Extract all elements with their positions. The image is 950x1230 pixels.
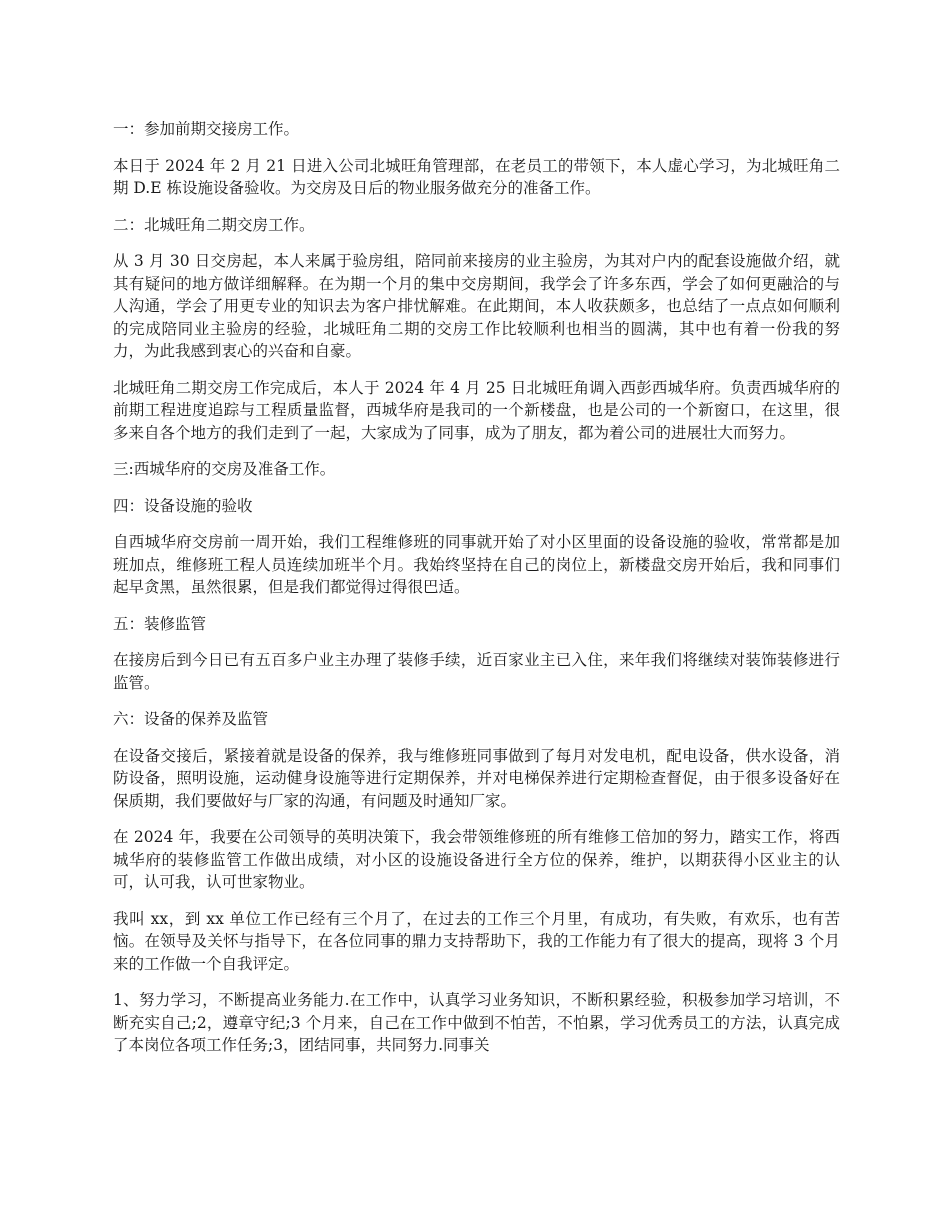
paragraph-3: 北城旺角二期交房工作完成后，本人于 2024 年 4 月 25 日北城旺角调入西彭西城华府。负责西城华府的前期工程进度追踪与工程质量监督，西城华府是我司的一个新楼盘，也是公司的一个新窗口，在这里，很多来自各个地方的我们走到了一起，大家成为了同事，成为了朋友，都为着公司的进展壮大而努力。	[113, 378, 840, 442]
section-heading-5: 五：装修监管	[113, 614, 207, 633]
paragraph-6: 在设备交接后，紧接着就是设备的保养，我与维修班同事做到了每月对发电机，配电设备，供水设备，消防设备，照明设施，运动健身设施等进行定期保养，并对电梯保养进行定期检查督促，由于很多设备好在保质期，我们要做好与厂家的沟通，有问题及时通知厂家。	[113, 746, 840, 810]
paragraph-7: 在 2024 年，我要在公司领导的英明决策下，我会带领维修班的所有维修工倍加的努力，踏实工作，将西城华府的装修监管工作做出成绩，对小区的设施设备进行全方位的保养，维护，以期获得小区业主的认可，认可我，认可世家物业。	[113, 828, 840, 891]
section-heading-6: 六：设备的保养及监管	[113, 710, 269, 728]
paragraph-9: 1、努力学习，不断提高业务能力.在工作中，认真学习业务知识，不断积累经验，积极参加学习培训，不断充实自己;2，遵章守纪;3 个月来，自己在工作中做到不怕苦，不怕累，学习优秀员工的方法，认真完成了本岗位各项工作任务;3，团结同事，共同努力.同事关	[113, 991, 840, 1054]
section-heading-3: 三:西城华府的交房及准备工作。	[113, 460, 336, 478]
paragraph-5: 在接房后到今日已有五百多户业主办理了装修手续，近百家业主已入住，来年我们将继续对装饰装修进行监管。	[113, 651, 840, 692]
section-heading-4: 四：设备设施的验收	[113, 496, 253, 515]
section-heading-1: 一：参加前期交接房工作。	[113, 120, 300, 138]
paragraph-4: 自西城华府交房前一周开始，我们工程维修班的同事就开始了对小区里面的设备设施的验收，常常都是加班加点，维修班工程人员连续加班半个月。我始终坚持在自己的岗位上，新楼盘交房开始后，我和同事们起早贪黑，虽然很累，但是我们都觉得过得很巴适。	[113, 533, 840, 596]
paragraph-2: 从 3 月 30 日交房起，本人来属于验房组，陪同前来接房的业主验房，为其对户内的配套设施做介绍，就其有疑问的地方做详细解释。在为期一个月的集中交房期间，我学会了许多东西，学会了如何更融洽的与人沟通，学会了用更专业的知识去为客户排忧解难。在此期间，本人收获颇多，也总结了一点点如何顺利的完成陪同业主验房的经验，北城旺角二期的交房工作比较顺利也相当的圆满，其中也有着一份我的努力，为此我感到衷心的兴奋和自豪。	[113, 252, 840, 360]
paragraph-8: 我叫 xx，到 xx 单位工作已经有三个月了，在过去的工作三个月里，有成功，有失败，有欢乐，也有苦恼。在领导及关怀与指导下，在各位同事的鼎力支持帮助下，我的工作能力有了很大的提高，现将 3 个月来的工作做一个自我评定。	[113, 909, 840, 973]
document-body	[113, 118, 840, 1071]
paragraph-1: 本日于 2024 年 2 月 21 日进入公司北城旺角管理部，在老员工的带领下，本人虚心学习，为北城旺角二期 D.E 栋设施设备验收。为交房及日后的物业服务做充分的准备工作。	[113, 156, 840, 197]
section-heading-2: 二：北城旺角二期交房工作。	[113, 215, 315, 234]
